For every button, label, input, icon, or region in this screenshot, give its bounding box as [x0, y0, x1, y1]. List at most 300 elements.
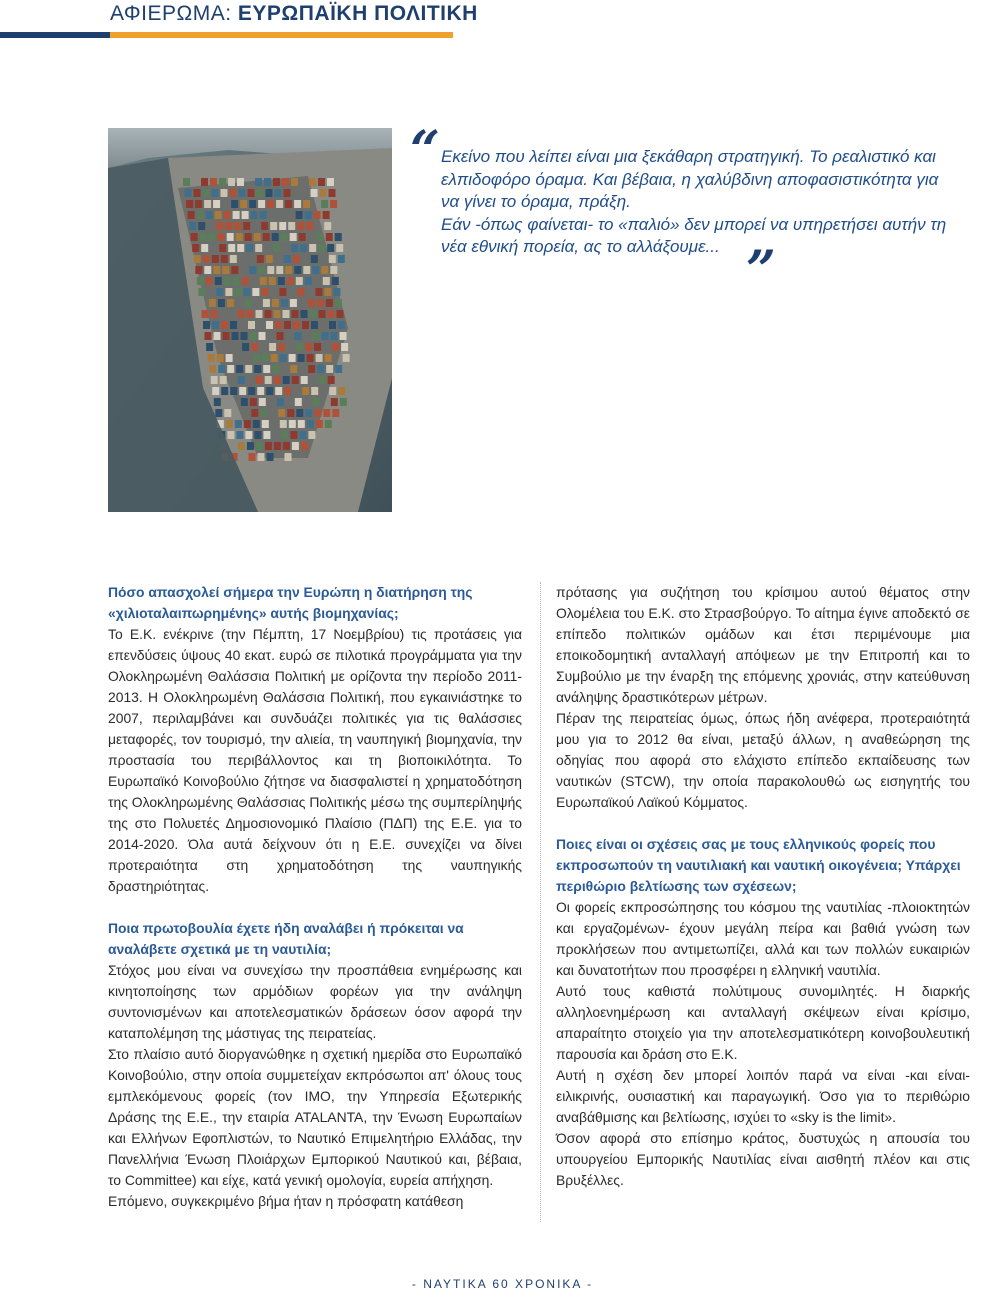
- container-block: [315, 288, 322, 296]
- container-block: [285, 266, 292, 274]
- container-block: [263, 299, 270, 307]
- container-block: [325, 420, 332, 428]
- container-block: [256, 442, 263, 450]
- container-block: [281, 431, 288, 439]
- container-block: [323, 277, 330, 285]
- container-block: [343, 354, 350, 362]
- container-block: [297, 222, 304, 230]
- container-block: [201, 178, 208, 186]
- container-block: [285, 200, 292, 208]
- container-block: [235, 420, 242, 428]
- container-block: [236, 431, 243, 439]
- container-block: [317, 365, 324, 373]
- container-block: [240, 200, 247, 208]
- container-block: [298, 420, 305, 428]
- container-block: [332, 409, 339, 417]
- container-block: [299, 233, 306, 241]
- container-block: [340, 398, 347, 406]
- container-block: [296, 211, 303, 219]
- container-block: [243, 222, 250, 230]
- container-block: [215, 409, 222, 417]
- container-block: [270, 222, 277, 230]
- container-block: [267, 266, 274, 274]
- container-block: [297, 288, 304, 296]
- container-block: [319, 310, 326, 318]
- container-block: [285, 453, 292, 461]
- container-block: [206, 211, 213, 219]
- container-block: [256, 310, 263, 318]
- article-column-right: [556, 582, 970, 1191]
- container-block: [311, 321, 318, 329]
- container-block: [218, 299, 225, 307]
- container-block: [250, 332, 257, 340]
- container-block: [299, 431, 306, 439]
- container-block: [265, 376, 272, 384]
- container-block: [194, 255, 201, 263]
- container-block: [217, 354, 224, 362]
- container-block: [228, 178, 235, 186]
- container-block: [329, 321, 336, 329]
- container-block: [307, 420, 314, 428]
- container-block: [227, 233, 234, 241]
- container-block: [300, 244, 307, 252]
- container-block: [274, 376, 281, 384]
- interview-question: Ποιες είναι οι σχέσεις σας με τους ελληνικούς φορείς που εκπροσωπούν τη ναυτιλιακή και ναυτική οικογένεια; Υπάρχει περιθώριο βελτίωσης των σχέσεων;: [556, 836, 961, 894]
- container-block: [290, 299, 297, 307]
- quote-open-mark: “: [410, 120, 440, 181]
- interview-answer: Επόμενο, συγκεκριμένο βήμα ήταν η πρόσφατη κατάθεση: [108, 1193, 464, 1209]
- quote-line: Εάν -όπως φαίνεται- το «παλιό» δεν μπορεί να υπηρετήσει αυτήν τη: [441, 214, 947, 234]
- container-block: [231, 266, 238, 274]
- container-block: [290, 365, 297, 373]
- container-block: [227, 299, 234, 307]
- container-block: [245, 365, 252, 373]
- container-block: [317, 299, 324, 307]
- container-block: [227, 431, 234, 439]
- container-block: [247, 442, 254, 450]
- container-block: [309, 178, 316, 186]
- container-block: [330, 200, 337, 208]
- container-block: [233, 277, 240, 285]
- container-block: [213, 200, 220, 208]
- container-block: [223, 332, 230, 340]
- container-block: [283, 310, 290, 318]
- container-block: [265, 310, 272, 318]
- container-block: [318, 178, 325, 186]
- container-block: [296, 343, 303, 351]
- container-block: [249, 453, 256, 461]
- container-block: [186, 200, 193, 208]
- container-block: [260, 409, 267, 417]
- container-block: [183, 178, 190, 186]
- container-block: [279, 288, 286, 296]
- container-block: [214, 332, 221, 340]
- container-block: [291, 178, 298, 186]
- container-block: [322, 332, 329, 340]
- interview-answer: Όσον αφορά στο επίσημο κράτος, δυστυχώς η απουσία του υπουργείου Εμπορικής Ναυτιλίας είναι αισθητή πλέον και στις Βρυξέλλες.: [556, 1130, 970, 1188]
- container-block: [301, 442, 308, 450]
- container-block: [254, 233, 261, 241]
- port-photo: [108, 128, 392, 512]
- interview-answer: Στόχος μου είναι να συνεχίσω την προσπάθεια ενημέρωσης και κινητοποίησης των αρμόδιων φορέων για την ανάληψη συντονισμένων και αποτελεσματικών δράσεων όσον αφορά την καταπολέμηση της μάστιγας της πειρατείας.: [108, 962, 522, 1041]
- container-block: [218, 233, 225, 241]
- quote-line: Εκείνο που λείπει είναι μια ξεκάθαρη στρατηγική. Το ρεαλιστικό και: [441, 147, 936, 166]
- container-block: [271, 354, 278, 362]
- container-block: [195, 266, 202, 274]
- container-block: [287, 409, 294, 417]
- container-block: [292, 310, 299, 318]
- container-block: [292, 376, 299, 384]
- container-block: [275, 387, 282, 395]
- container-block: [317, 233, 324, 241]
- container-block: [233, 211, 240, 219]
- container-block: [311, 387, 318, 395]
- container-block: [232, 332, 239, 340]
- container-block: [254, 431, 261, 439]
- container-block: [188, 211, 195, 219]
- container-block: [204, 200, 211, 208]
- container-block: [335, 365, 342, 373]
- container-block: [255, 244, 262, 252]
- container-block: [222, 266, 229, 274]
- container-block: [303, 266, 310, 274]
- container-block: [326, 365, 333, 373]
- container-block: [189, 222, 196, 230]
- container-block: [328, 310, 335, 318]
- container-block: [266, 255, 273, 263]
- container-block: [245, 299, 252, 307]
- container-block: [261, 288, 268, 296]
- container-block: [309, 244, 316, 252]
- container-block: [252, 288, 259, 296]
- container-block: [225, 288, 232, 296]
- container-block: [212, 387, 219, 395]
- container-block: [224, 211, 231, 219]
- container-block: [302, 321, 309, 329]
- container-block: [327, 178, 334, 186]
- container-block: [241, 398, 248, 406]
- container-block: [273, 178, 280, 186]
- interview-answer: Πέραν της πειρατείας όμως, όπως ήδη ανέφερα, προτεραιότητά μου για το 2012 θα είναι, μεταξύ άλλων, η αναθεώρηση της οδηγίας που αφορά στο ελάχιστο επίπεδο εκπαίδευσης των ναυτικών (STCW), την οποία παρακολουθώ ως εισηγητής του Ευρωπαϊκού Λαϊκού Κόμματος.: [556, 710, 970, 810]
- container-block: [341, 343, 348, 351]
- container-block: [323, 409, 330, 417]
- container-block: [328, 376, 335, 384]
- container-block: [276, 266, 283, 274]
- container-block: [275, 189, 282, 197]
- container-block: [287, 277, 294, 285]
- container-block: [307, 354, 314, 362]
- header-rule: [0, 32, 453, 38]
- container-block: [249, 200, 256, 208]
- container-block: [284, 387, 291, 395]
- container-block: [257, 189, 264, 197]
- container-block: [214, 398, 221, 406]
- container-block: [260, 277, 267, 285]
- interview-answer: Στο πλαίσιο αυτό διοργανώθηκε η σχετική ημερίδα στο Ευρωπαϊκό Κοινοβούλιο, στην οποία συμμετείχαν εκπρόσωποι απ' όλους τους εμπλεκόμενους φορείς (τον ΙΜΟ, την Υπηρεσία Εξωτερικής Δράσης της Ε.Ε., την εταιρία ATALANTA, την Ένωση Ευρωπαίων και Ελλήνων Εφοπλιστών, το Ναυτικό Επιμελητήριο Ελλάδας, την Πανελλήνια Ένωση Πλοιάρχων Εμπορικού Ναυτικού και, βέβαια, το Committee) και είχε, κατά γενική ομολογία, ευρεία απήχηση.: [108, 1046, 522, 1188]
- container-block: [206, 277, 213, 285]
- container-block: [308, 365, 315, 373]
- interview-answer: Οι φορείς εκπροσώπησης του κόσμου της ναυτιλίας -πλοιοκτητών και εργαζομένων- έχουν μεγάλη πείρα και βαθιά γνώση των προκλήσεων που αντιμετωπίζει, αλλά και των πολλών ευκαιριών και δυνατοτήτων που προσφέρει η ελληνική ναυτιλία.: [556, 899, 970, 978]
- header-rule-orange: [110, 32, 453, 38]
- container-block: [213, 266, 220, 274]
- container-block: [197, 277, 204, 285]
- container-block: [257, 387, 264, 395]
- container-block: [324, 288, 331, 296]
- container-block: [303, 200, 310, 208]
- container-block: [266, 189, 273, 197]
- container-block: [275, 321, 282, 329]
- container-block: [245, 431, 252, 439]
- container-block: [263, 233, 270, 241]
- container-block: [298, 354, 305, 362]
- container-block: [202, 310, 209, 318]
- container-block: [330, 266, 337, 274]
- container-block: [283, 376, 290, 384]
- container-block: [230, 321, 237, 329]
- section-header: [110, 2, 478, 26]
- container-block: [338, 387, 345, 395]
- container-block: [204, 266, 211, 274]
- container-block: [250, 398, 257, 406]
- container-block: [302, 387, 309, 395]
- quote-line: νέα εθνική πορεία, ας το αλλάξουμε...: [441, 237, 720, 256]
- container-block: [321, 200, 328, 208]
- page-footer: - ΝΑΥΤΙΚΑ 60 ΧΡΟΝΙΚΑ -: [411, 1277, 594, 1291]
- container-block: [296, 409, 303, 417]
- container-block: [305, 343, 312, 351]
- container-block: [288, 222, 295, 230]
- container-block: [273, 244, 280, 252]
- container-block: [245, 233, 252, 241]
- container-block: [323, 211, 330, 219]
- container-block: [238, 310, 245, 318]
- section-label: ΑΦΙΕΡΩΜΑ:: [110, 2, 232, 25]
- container-block: [318, 244, 325, 252]
- container-block: [243, 288, 250, 296]
- container-block: [326, 233, 333, 241]
- container-block: [295, 398, 302, 406]
- container-block: [230, 387, 237, 395]
- interview-answer: Το Ε.Κ. ενέκρινε (την Πέμπτη, 17 Νοεμβρίου) τις προτάσεις για επενδύσεις ύψους 40 εκατ. ευρώ σε πιλοτικά προγράμματα για την Ολοκληρωμένη Θαλάσσια Πολιτική με ορίζοντα την περίοδο 2011-2013. Η Ολοκληρωμένη Θαλάσσια Πολιτική, που εγκαινιάστηκε το 2007, περιλαμβάνει και συνδυάζει πολιτικές για τις θαλάσσιες μεταφορές, τον τουρισμό, την αλιεία, τη ναυπηγική βιομηχανία, την προστασία του περιβάλλοντος και τη βιοποικιλότητα. Το Ευρωπαϊκό Κοινοβούλιο ζήτησε να διασφαλιστεί η χρηματοδότηση της Ολοκληρωμένης Θαλάσσιας Πολιτικής μέσω της συμπερίληψής της στο Πολυετές Δημοσιονομικό Πλαίσιο (ΠΔΠ) της Ε.Ε. για το 2014-2020. Όλα αυτά δείχνουν ότι η Ε.Ε. συνεχίζει να δίνει προτεραιότητα στη χρηματοδότηση της ναυπηγικής δραστηριότητας.: [108, 626, 522, 894]
- container-block: [215, 277, 222, 285]
- container-block: [329, 255, 336, 263]
- container-block: [284, 255, 291, 263]
- container-block: [296, 277, 303, 285]
- container-block: [258, 266, 265, 274]
- container-block: [249, 266, 256, 274]
- container-block: [277, 332, 284, 340]
- article-column-left: [108, 582, 522, 1212]
- container-block: [236, 233, 243, 241]
- container-block: [198, 288, 205, 296]
- container-block: [331, 332, 338, 340]
- container-block: [248, 321, 255, 329]
- container-block: [272, 233, 279, 241]
- container-block: [256, 376, 263, 384]
- container-block: [192, 244, 199, 252]
- container-block: [238, 376, 245, 384]
- container-block: [209, 299, 216, 307]
- container-block: [320, 189, 327, 197]
- container-block: [337, 310, 344, 318]
- quote-line: να γίνει το όραμα, πράξη.: [441, 192, 631, 211]
- container-block: [277, 398, 284, 406]
- container-block: [225, 222, 232, 230]
- container-block: [203, 255, 210, 263]
- container-block: [185, 189, 192, 197]
- container-block: [244, 420, 251, 428]
- quote-text: [441, 146, 1003, 259]
- container-block: [210, 178, 217, 186]
- container-block: [205, 332, 212, 340]
- container-block: [212, 189, 219, 197]
- container-block: [313, 398, 320, 406]
- container-block: [283, 442, 290, 450]
- container-block: [326, 299, 333, 307]
- quote-line: ελπιδοφόρο όραμα. Και βέβαια, η χαλύβδινη αποφασιστικότητα για: [441, 169, 939, 189]
- container-block: [276, 200, 283, 208]
- container-block: [267, 453, 274, 461]
- container-block: [331, 398, 338, 406]
- container-block: [246, 244, 253, 252]
- container-block: [219, 244, 226, 252]
- container-block: [272, 365, 279, 373]
- container-block: [272, 299, 279, 307]
- container-block: [266, 321, 273, 329]
- container-block: [209, 233, 216, 241]
- container-block: [211, 376, 218, 384]
- container-block: [253, 354, 260, 362]
- container-block: [338, 255, 345, 263]
- container-block: [224, 409, 231, 417]
- container-block: [258, 200, 265, 208]
- container-block: [308, 431, 315, 439]
- container-block: [327, 244, 334, 252]
- container-block: [227, 365, 234, 373]
- container-block: [314, 343, 321, 351]
- container-block: [234, 288, 241, 296]
- container-block: [253, 420, 260, 428]
- interview-answer: Αυτό τους καθιστά πολύτιμους συνομιλητές. Η διαρκής αλληλοενημέρωση και ανταλλαγή σκέψεων είναι κρίσιμο, απαραίτητο στοιχείο για την αποτελεσματικότερη κοινοβουλευτική παρουσία και δράση στο Ε.Κ.: [556, 983, 970, 1062]
- container-block: [274, 310, 281, 318]
- container-block: [274, 442, 281, 450]
- container-block: [251, 211, 258, 219]
- container-block: [265, 442, 272, 450]
- container-block: [313, 332, 320, 340]
- container-block: [310, 310, 317, 318]
- interview-answer: Αυτή η σχέση δεν μπορεί λοιπόν παρά να είναι -και είναι- ειλικρινής, ουσιαστική και παραγωγική. Όσο για το περιθώριο αναβάθμισης και βελτίωσης, ισχύει το «sky is the limit».: [556, 1067, 970, 1125]
- container-block: [311, 255, 318, 263]
- container-block: [215, 211, 222, 219]
- container-block: [259, 332, 266, 340]
- container-block: [194, 189, 201, 197]
- container-block: [305, 211, 312, 219]
- header-rule-blue: [0, 32, 110, 38]
- container-block: [239, 387, 246, 395]
- container-block: [191, 233, 198, 241]
- container-block: [316, 354, 323, 362]
- container-block: [220, 376, 227, 384]
- container-block: [269, 277, 276, 285]
- container-block: [314, 409, 321, 417]
- container-block: [301, 310, 308, 318]
- container-block: [262, 420, 269, 428]
- container-block: [226, 420, 233, 428]
- container-block: [251, 343, 258, 351]
- container-block: [216, 288, 223, 296]
- container-block: [305, 277, 312, 285]
- container-block: [290, 233, 297, 241]
- container-block: [218, 365, 225, 373]
- container-block: [308, 299, 315, 307]
- container-block: [234, 222, 241, 230]
- interview-question: Ποια πρωτοβουλία έχετε ήδη αναλάβει ή πρόκειται να αναλάβετε σχετικά με τη ναυτιλία;: [108, 920, 464, 957]
- container-block: [221, 321, 228, 329]
- container-block: [312, 266, 319, 274]
- container-block: [231, 200, 238, 208]
- container-block: [261, 222, 268, 230]
- container-block: [237, 178, 244, 186]
- container-block: [266, 387, 273, 395]
- container-block: [263, 431, 270, 439]
- container-block: [333, 288, 340, 296]
- container-block: [209, 365, 216, 373]
- container-block: [294, 200, 301, 208]
- container-block: [247, 310, 254, 318]
- container-block: [284, 189, 291, 197]
- container-block: [195, 200, 202, 208]
- container-block: [301, 376, 308, 384]
- container-block: [335, 233, 342, 241]
- container-block: [332, 277, 339, 285]
- container-block: [208, 354, 215, 362]
- container-block: [325, 354, 332, 362]
- container-block: [258, 453, 265, 461]
- container-block: [260, 211, 267, 219]
- container-block: [228, 244, 235, 252]
- container-block: [316, 420, 323, 428]
- container-block: [221, 255, 228, 263]
- container-block: [238, 442, 245, 450]
- container-block: [280, 420, 287, 428]
- container-block: [284, 321, 291, 329]
- container-block: [293, 255, 300, 263]
- container-block: [251, 409, 258, 417]
- container-block: [329, 387, 336, 395]
- container-block: [241, 332, 248, 340]
- container-block: [212, 321, 219, 329]
- container-block: [236, 365, 243, 373]
- container-block: [278, 409, 285, 417]
- container-block: [262, 354, 269, 362]
- container-block: [206, 343, 213, 351]
- container-block: [219, 178, 226, 186]
- container-block: [338, 321, 345, 329]
- container-block: [230, 189, 237, 197]
- container-block: [279, 222, 286, 230]
- container-block: [311, 189, 318, 197]
- container-block: [332, 343, 339, 351]
- container-block: [242, 211, 249, 219]
- container-block: [242, 343, 249, 351]
- container-block: [248, 387, 255, 395]
- container-block: [314, 211, 321, 219]
- interview-answer: πρότασης για συζήτηση του κρίσιμου αυτού θέματος στην Ολομέλεια του Ε.Κ. στο Στρασβούργο. Το αίτημα έγινε αποδεκτό σε επίπεδο πολιτικών ομάδων και έτσι περιμένουμε μια εποικοδομητική ανταλλαγή απόψεων με την Επιτροπή και το Συμβούλιο με την έναρξη της επόμενης χρονιάς, στην κατεύθυνση ανάληψης δραστικότερων μέτρων.: [556, 584, 970, 705]
- container-block: [211, 310, 218, 318]
- container-block: [282, 178, 289, 186]
- container-block: [212, 255, 219, 263]
- quote-close-mark: ”: [746, 240, 776, 301]
